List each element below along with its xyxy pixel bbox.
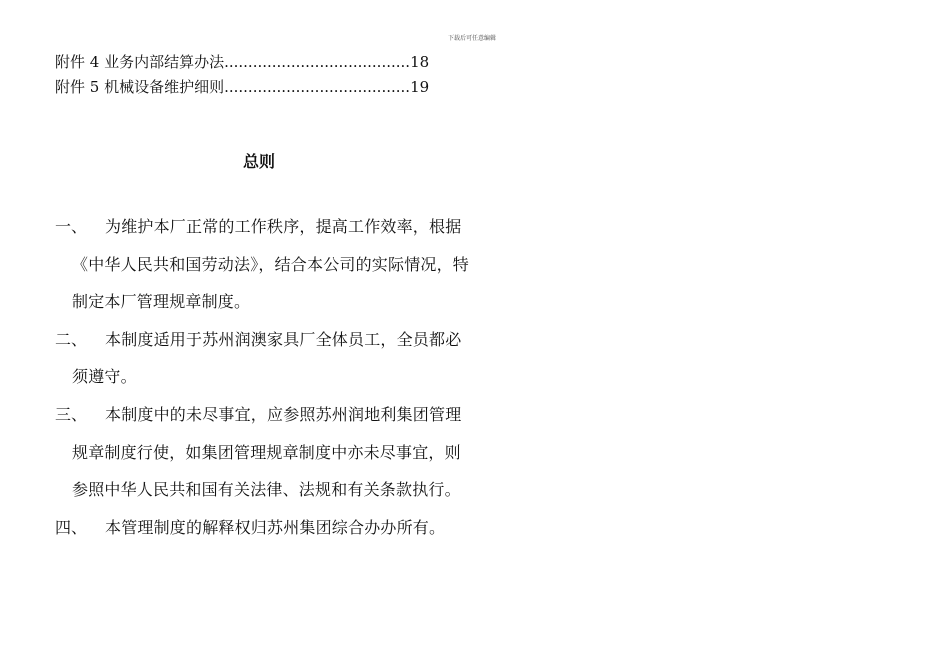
clause-item	[55, 509, 475, 547]
toc-entry-label: 附件 5 机械设备维护细则	[55, 78, 225, 96]
toc-entry[interactable]	[55, 52, 429, 72]
clause-text: 本管理制度的解释权归苏州集团综合办办所有。	[105, 517, 446, 537]
clause-list	[55, 208, 475, 546]
clause-item	[55, 396, 475, 509]
toc-entry-page: 19	[410, 78, 430, 96]
clause-number: 四、	[55, 517, 88, 537]
toc-entry-page: 18	[410, 53, 430, 71]
section-title: 总则	[243, 152, 276, 171]
header-note: 下载后可任意编辑	[448, 35, 497, 42]
clause-text: 为维护本厂正常的工作秩序，提高工作效率，根据《中华人民共和国劳动法》，结合本公司的实际情况，特制定本厂管理规章制度。	[72, 217, 470, 312]
clause-number: 一、	[55, 217, 88, 236]
clause-number: 三、	[55, 404, 88, 424]
clause-text: 本制度适用于苏州润澳家具厂全体员工，全员都必须遵守。	[72, 329, 462, 387]
clause-text: 本制度中的未尽事宜，应参照苏州润地利集团管理规章制度行使，如集团管理规章制度中亦未尽事宜，则参照中华人民共和国有关法律、法规和有关条款执行。	[72, 404, 462, 500]
clause-item	[55, 208, 475, 321]
toc-entry[interactable]	[55, 77, 429, 97]
toc-entry-label: 附件 4 业务内部结算办法	[55, 53, 225, 71]
clause-number: 二、	[55, 329, 88, 349]
toc-entry-leader: .......................................	[224, 53, 411, 71]
toc-entry-leader: .......................................	[224, 78, 411, 96]
clause-item	[55, 321, 475, 396]
